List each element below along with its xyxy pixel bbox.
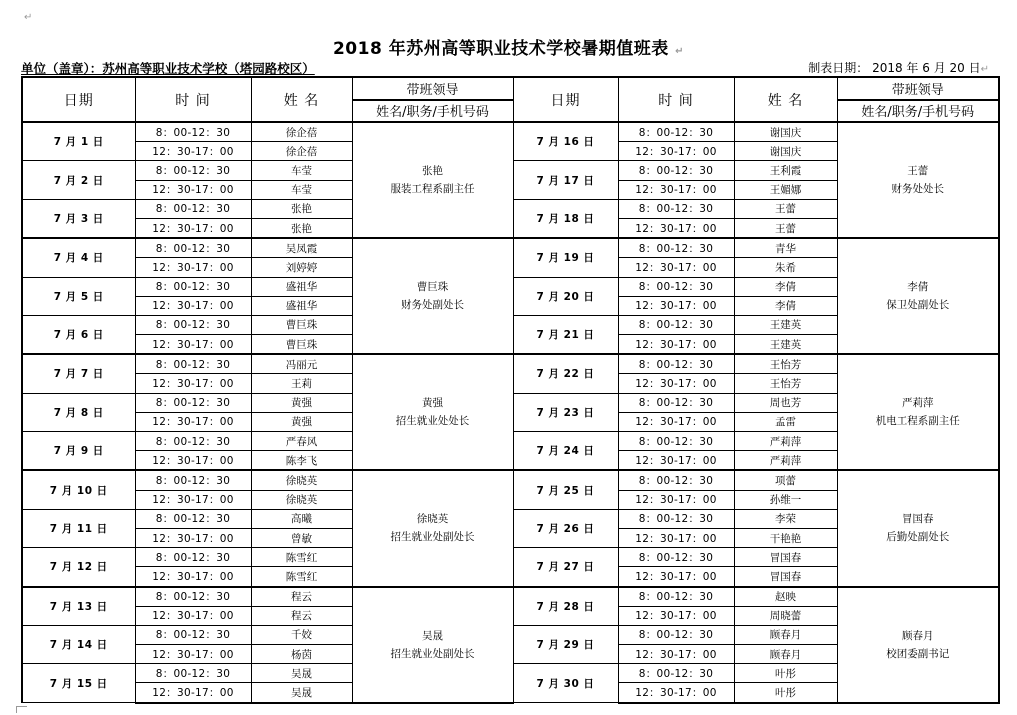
- name-cell: 王莉: [251, 374, 352, 393]
- time-cell: 12：30-17：00: [135, 490, 251, 509]
- date-cell: 7 月 17 日: [513, 161, 618, 199]
- name-cell: 王利霞: [734, 161, 837, 180]
- name-cell: 徐晓英: [251, 470, 352, 490]
- time-cell: 12：30-17：00: [135, 296, 251, 315]
- unit-line: 单位（盖章）：苏州高等职业技术学校（塔园路校区）: [21, 61, 315, 76]
- date-cell: 7 月 10 日: [22, 470, 135, 509]
- name-cell: 曹巨珠: [251, 315, 352, 334]
- time-cell: 12：30-17：00: [135, 412, 251, 431]
- date-cell: 7 月 18 日: [513, 199, 618, 238]
- name-cell: 李倩: [734, 296, 837, 315]
- name-cell: 朱希: [734, 258, 837, 277]
- name-cell: 杨茵: [251, 645, 352, 664]
- time-cell: 12：30-17：00: [618, 296, 734, 315]
- name-cell: 李荣: [734, 509, 837, 528]
- date-cell: 7 月 9 日: [22, 432, 135, 471]
- date-cell: 7 月 4 日: [22, 238, 135, 277]
- name-cell: 高曦: [251, 509, 352, 528]
- time-cell: 8：00-12：30: [135, 625, 251, 644]
- leader-title: 后勤处副处长: [886, 531, 950, 544]
- name-cell: 严莉萍: [734, 451, 837, 471]
- date-cell: 7 月 23 日: [513, 393, 618, 431]
- time-cell: 8：00-12：30: [618, 548, 734, 567]
- date-cell: 7 月 29 日: [513, 625, 618, 663]
- paragraph-mark-icon: ↵: [675, 46, 685, 57]
- time-cell: 12：30-17：00: [135, 606, 251, 625]
- time-cell: 8：00-12：30: [135, 277, 251, 296]
- time-cell: 8：00-12：30: [135, 664, 251, 683]
- name-cell: 吴晟: [251, 683, 352, 703]
- name-cell: 严春风: [251, 432, 352, 451]
- time-cell: 12：30-17：00: [618, 490, 734, 509]
- time-cell: 12：30-17：00: [618, 683, 734, 703]
- time-cell: 12：30-17：00: [135, 528, 251, 547]
- time-cell: 8：00-12：30: [618, 277, 734, 296]
- time-cell: 12：30-17：00: [135, 335, 251, 355]
- time-cell: 8：00-12：30: [618, 354, 734, 374]
- leader-title: 保卫处副处长: [886, 299, 950, 312]
- name-cell: 王媚娜: [734, 180, 837, 199]
- name-cell: 陈雪红: [251, 567, 352, 587]
- name-cell: 车莹: [251, 161, 352, 180]
- time-cell: 8：00-12：30: [135, 122, 251, 142]
- header-leader-sub: 姓名/职务/手机号码: [352, 100, 513, 123]
- time-cell: 12：30-17：00: [618, 335, 734, 355]
- time-cell: 8：00-12：30: [618, 199, 734, 218]
- name-cell: 陈雪红: [251, 548, 352, 567]
- time-cell: 12：30-17：00: [135, 451, 251, 471]
- table-row: [22, 238, 999, 258]
- date-cell: 7 月 26 日: [513, 509, 618, 547]
- time-cell: 12：30-17：00: [618, 606, 734, 625]
- name-cell: 孟雷: [734, 412, 837, 431]
- leader-title: 财务处副处长: [401, 299, 464, 312]
- leader-title: 服装工程系副主任: [390, 183, 475, 196]
- name-cell: 谢国庆: [734, 122, 837, 142]
- time-cell: 8：00-12：30: [135, 354, 251, 374]
- date-cell: 7 月 6 日: [22, 315, 135, 354]
- leader-title: 招生就业处副处长: [390, 531, 475, 544]
- time-cell: 8：00-12：30: [135, 470, 251, 490]
- leader-name: 顾春月: [902, 629, 934, 642]
- date-cell: 7 月 16 日: [513, 122, 618, 161]
- time-cell: 8：00-12：30: [618, 393, 734, 412]
- date-cell: 7 月 3 日: [22, 199, 135, 238]
- date-cell: 7 月 14 日: [22, 625, 135, 663]
- name-cell: 程云: [251, 606, 352, 625]
- date-cell: 7 月 22 日: [513, 354, 618, 393]
- corner-mark: [16, 706, 27, 713]
- name-cell: 青华: [734, 238, 837, 258]
- table-date-text: 制表日期： 2018 年 6 月 20 日: [808, 61, 981, 75]
- date-cell: 7 月 2 日: [22, 161, 135, 199]
- date-cell: 7 月 12 日: [22, 548, 135, 587]
- name-cell: 王建英: [734, 315, 837, 334]
- table-row: [22, 470, 999, 490]
- name-cell: 吴凤霞: [251, 238, 352, 258]
- name-cell: 黄强: [251, 393, 352, 412]
- time-cell: 8：00-12：30: [618, 509, 734, 528]
- name-cell: 干艳艳: [734, 528, 837, 547]
- name-cell: 千姣: [251, 625, 352, 644]
- date-cell: 7 月 28 日: [513, 587, 618, 626]
- date-cell: 7 月 8 日: [22, 393, 135, 431]
- date-cell: 7 月 27 日: [513, 548, 618, 587]
- time-cell: 8：00-12：30: [618, 238, 734, 258]
- leader-title: 招生就业处处长: [395, 415, 470, 428]
- time-cell: 8：00-12：30: [135, 432, 251, 451]
- leader-cell: [352, 122, 513, 238]
- name-cell: 赵映: [734, 587, 837, 607]
- header-leader-sub: 姓名/职务/手机号码: [837, 100, 999, 123]
- date-cell: 7 月 30 日: [513, 664, 618, 703]
- leader-name: 严莉萍: [902, 397, 934, 410]
- name-cell: 王建英: [734, 335, 837, 355]
- header-name: 姓 名: [251, 77, 352, 122]
- table-row: [22, 587, 999, 607]
- name-cell: 陈李飞: [251, 451, 352, 471]
- name-cell: 张艳: [251, 199, 352, 218]
- name-cell: 叶彤: [734, 683, 837, 703]
- name-cell: 吴晟: [251, 664, 352, 683]
- name-cell: 冒国春: [734, 567, 837, 587]
- time-cell: 8：00-12：30: [135, 587, 251, 607]
- time-cell: 12：30-17：00: [618, 142, 734, 161]
- name-cell: 张艳: [251, 218, 352, 238]
- name-cell: 盛祖华: [251, 277, 352, 296]
- table-row: [22, 122, 999, 142]
- date-cell: 7 月 13 日: [22, 587, 135, 626]
- name-cell: 曹巨珠: [251, 335, 352, 355]
- name-cell: 王蕾: [734, 218, 837, 238]
- date-cell: 7 月 19 日: [513, 238, 618, 277]
- leader-name: 徐晓英: [416, 513, 449, 526]
- header-leader: 带班领导: [352, 77, 513, 100]
- leader-cell: [837, 587, 999, 703]
- date-cell: 7 月 21 日: [513, 315, 618, 354]
- time-cell: 8：00-12：30: [135, 161, 251, 180]
- name-cell: 王怡芳: [734, 354, 837, 374]
- time-cell: 8：00-12：30: [618, 664, 734, 683]
- name-cell: 顾春月: [734, 625, 837, 644]
- date-cell: 7 月 20 日: [513, 277, 618, 315]
- date-cell: 7 月 25 日: [513, 470, 618, 509]
- leader-cell: [837, 238, 999, 354]
- leader-title: 财务处处长: [891, 183, 944, 196]
- time-cell: 12：30-17：00: [618, 180, 734, 199]
- time-cell: 8：00-12：30: [135, 238, 251, 258]
- leader-cell: [352, 354, 513, 470]
- time-cell: 12：30-17：00: [618, 258, 734, 277]
- leader-name: 冒国春: [902, 513, 934, 526]
- time-cell: 8：00-12：30: [135, 315, 251, 334]
- time-cell: 8：00-12：30: [618, 470, 734, 490]
- page-title: [0, 34, 1017, 59]
- time-cell: 8：00-12：30: [135, 393, 251, 412]
- leader-cell: [837, 354, 999, 470]
- title-text: 2018 年苏州高等职业技术学校暑期值班表: [332, 39, 669, 59]
- time-cell: 12：30-17：00: [135, 374, 251, 393]
- leader-name: 黄强: [422, 397, 443, 410]
- leader-name: 曹巨珠: [416, 281, 449, 294]
- name-cell: 黄强: [251, 412, 352, 431]
- table-date: [808, 59, 989, 76]
- paragraph-mark-icon: ↵: [24, 12, 33, 23]
- name-cell: 曾敏: [251, 528, 352, 547]
- time-cell: 12：30-17：00: [618, 528, 734, 547]
- leader-title: 校团委副书记: [886, 647, 950, 660]
- time-cell: 12：30-17：00: [618, 645, 734, 664]
- name-cell: 顾春月: [734, 645, 837, 664]
- time-cell: 8：00-12：30: [135, 199, 251, 218]
- time-cell: 12：30-17：00: [135, 567, 251, 587]
- leader-title: 机电工程系副主任: [875, 415, 960, 428]
- paragraph-mark-icon: ↵: [980, 64, 989, 75]
- name-cell: 李倩: [734, 277, 837, 296]
- time-cell: 12：30-17：00: [135, 683, 251, 703]
- header-time: 时 间: [618, 77, 734, 122]
- name-cell: 程云: [251, 587, 352, 607]
- name-cell: 王怡芳: [734, 374, 837, 393]
- date-cell: 7 月 1 日: [22, 122, 135, 161]
- name-cell: 车莹: [251, 180, 352, 199]
- header-leader: 带班领导: [837, 77, 999, 100]
- name-cell: 盛祖华: [251, 296, 352, 315]
- name-cell: 王蕾: [734, 199, 837, 218]
- date-cell: 7 月 7 日: [22, 354, 135, 393]
- name-cell: 徐企蓓: [251, 122, 352, 142]
- name-cell: 徐晓英: [251, 490, 352, 509]
- leader-name: 吴晟: [422, 629, 443, 642]
- name-cell: 冯丽元: [251, 354, 352, 374]
- leader-cell: [837, 122, 999, 238]
- header-date: 日期: [22, 77, 135, 122]
- name-cell: 周晓蕾: [734, 606, 837, 625]
- time-cell: 8：00-12：30: [618, 432, 734, 451]
- time-cell: 8：00-12：30: [135, 548, 251, 567]
- name-cell: 冒国春: [734, 548, 837, 567]
- leader-cell: [352, 587, 513, 703]
- leader-name: 王蕾: [907, 165, 929, 178]
- header-time: 时 间: [135, 77, 251, 122]
- time-cell: 8：00-12：30: [618, 122, 734, 142]
- time-cell: 8：00-12：30: [135, 509, 251, 528]
- header-row: [22, 77, 999, 100]
- time-cell: 12：30-17：00: [618, 218, 734, 238]
- name-cell: 谢国庆: [734, 142, 837, 161]
- time-cell: 12：30-17：00: [135, 258, 251, 277]
- name-cell: 项蕾: [734, 470, 837, 490]
- time-cell: 8：00-12：30: [618, 315, 734, 334]
- time-cell: 8：00-12：30: [618, 625, 734, 644]
- leader-title: 招生就业处副处长: [390, 647, 475, 660]
- name-cell: 周也芳: [734, 393, 837, 412]
- time-cell: 12：30-17：00: [618, 374, 734, 393]
- date-cell: 7 月 24 日: [513, 432, 618, 471]
- leader-name: 张艳: [422, 165, 443, 178]
- time-cell: 8：00-12：30: [618, 587, 734, 607]
- leader-cell: [352, 238, 513, 354]
- time-cell: 12：30-17：00: [618, 567, 734, 587]
- duty-table: [21, 76, 1000, 704]
- time-cell: 12：30-17：00: [135, 142, 251, 161]
- table-row: [22, 354, 999, 374]
- name-cell: 严莉萍: [734, 432, 837, 451]
- name-cell: 叶彤: [734, 664, 837, 683]
- date-cell: 7 月 11 日: [22, 509, 135, 547]
- leader-cell: [837, 470, 999, 586]
- time-cell: 12：30-17：00: [618, 451, 734, 471]
- header-name: 姓 名: [734, 77, 837, 122]
- name-cell: 刘婷婷: [251, 258, 352, 277]
- name-cell: 徐企蓓: [251, 142, 352, 161]
- time-cell: 12：30-17：00: [135, 645, 251, 664]
- header-date: 日期: [513, 77, 618, 122]
- time-cell: 12：30-17：00: [618, 412, 734, 431]
- time-cell: 12：30-17：00: [135, 218, 251, 238]
- time-cell: 8：00-12：30: [618, 161, 734, 180]
- name-cell: 孙维一: [734, 490, 837, 509]
- time-cell: 12：30-17：00: [135, 180, 251, 199]
- leader-name: 李倩: [907, 281, 929, 294]
- leader-cell: [352, 470, 513, 586]
- date-cell: 7 月 5 日: [22, 277, 135, 315]
- date-cell: 7 月 15 日: [22, 664, 135, 703]
